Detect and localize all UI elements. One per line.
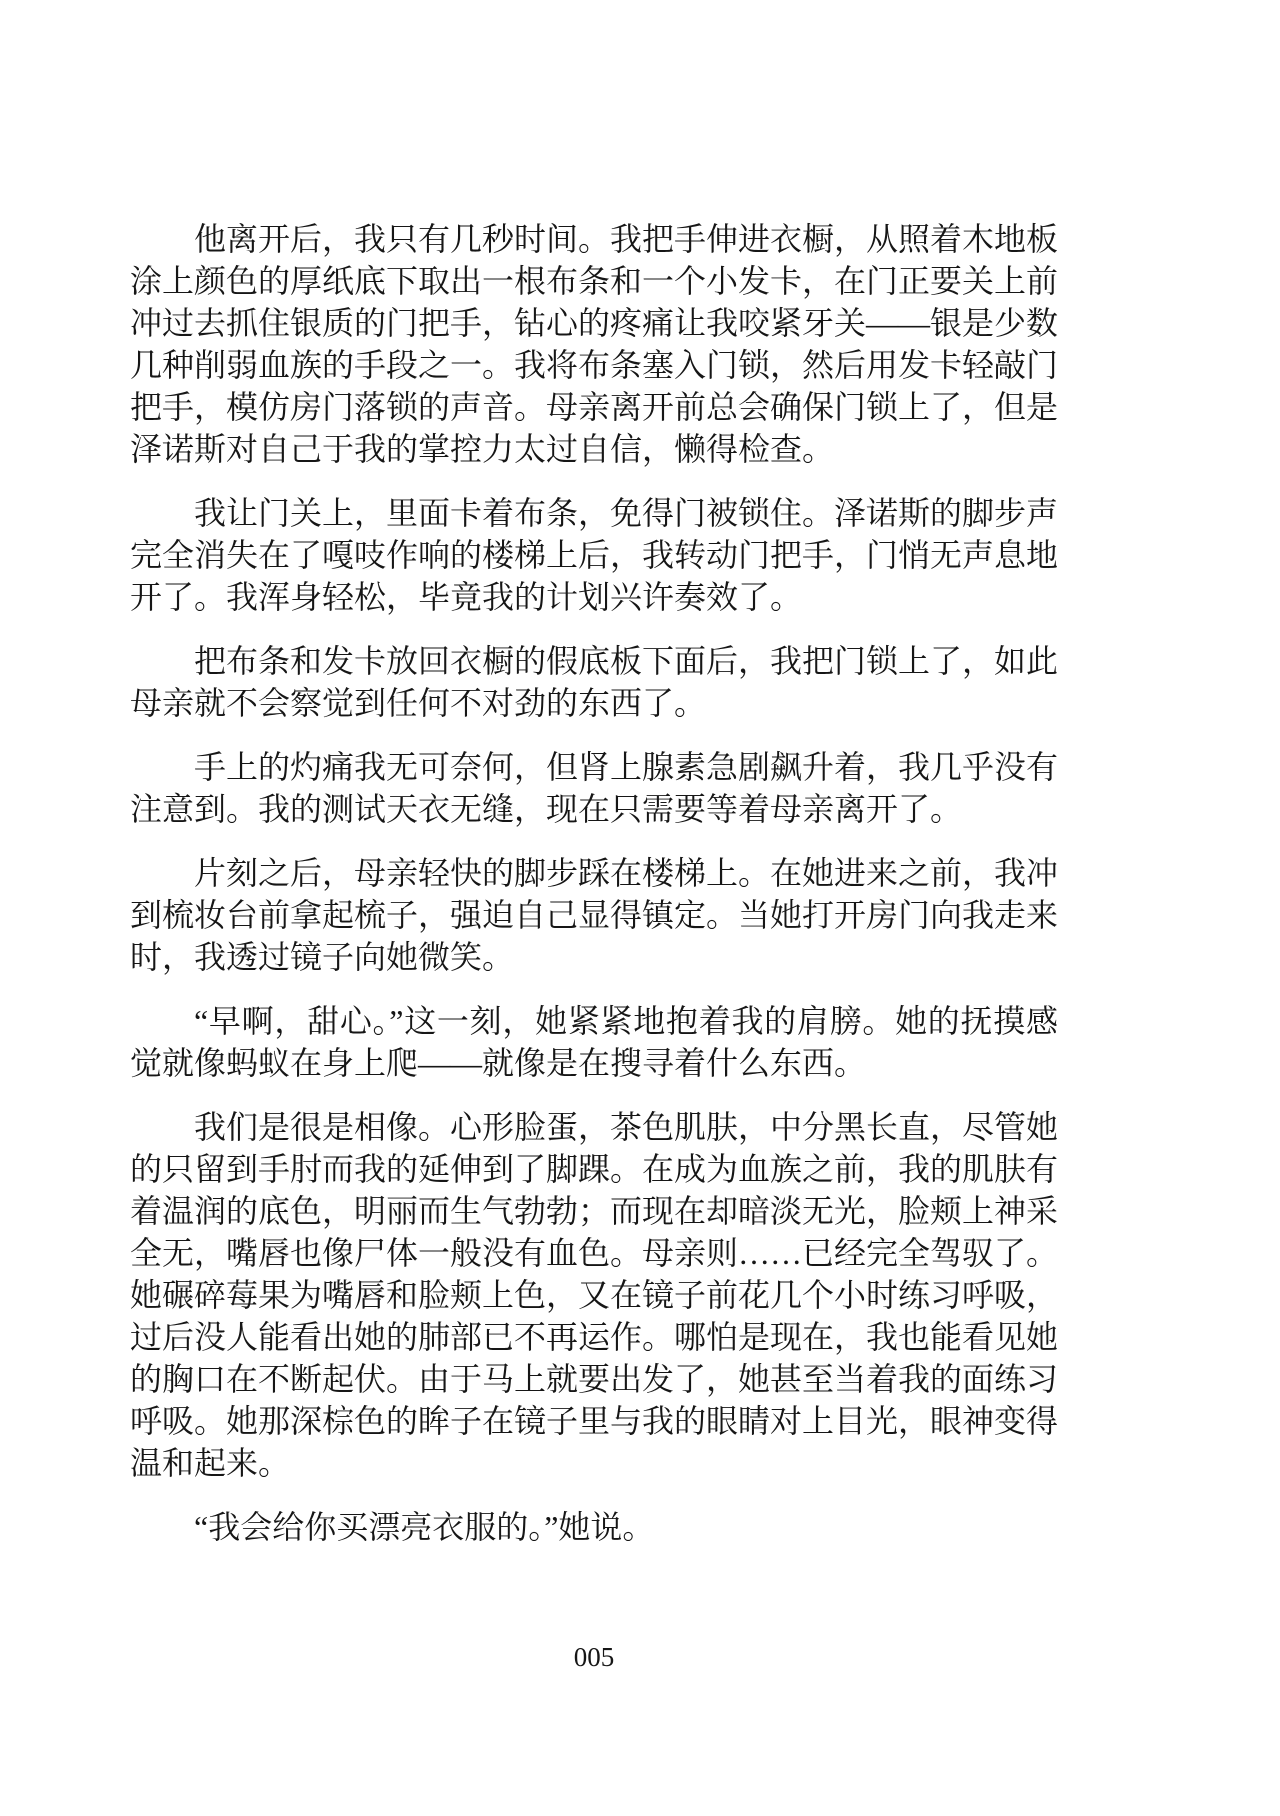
paragraph: 把布条和发卡放回衣橱的假底板下面后，我把门锁上了，如此母亲就不会察觉到任何不对劲的东西了。	[130, 643, 1059, 721]
paragraph: 片刻之后，母亲轻快的脚步踩在楼梯上。在她进来之前，我冲到梳妆台前拿起梳子，强迫自己显得镇定。当她打开房门向我走来时，我透过镜子向她微笑。	[130, 855, 1059, 975]
body-text	[130, 218, 1058, 1548]
paragraph: “我会给你买漂亮衣服的。”她说。	[194, 1509, 655, 1545]
paragraph: 他离开后，我只有几秒时间。我把手伸进衣橱，从照着木地板涂上颜色的厚纸底下取出一根布条和一个小发卡，在门正要关上前冲过去抓住银质的门把手，钻心的疼痛让我咬紧牙关——银是少数几种削弱血族的手段之一。我将布条塞入门锁，然后用发卡轻敲门把手，模仿房门落锁的声音。母亲离开前总会确保门锁上了，但是泽诺斯对自己于我的掌控力太过自信，懒得检查。	[130, 221, 1059, 467]
paragraph: 我们是很是相像。心形脸蛋，茶色肌肤，中分黑长直，尽管她的只留到手肘而我的延伸到了脚踝。在成为血族之前，我的肌肤有着温润的底色，明丽而生气勃勃；而现在却暗淡无光，脸颊上神采全无，嘴唇也像尸体一般没有血色。母亲则……已经完全驾驭了。她碾碎莓果为嘴唇和脸颊上色，又在镜子前花几个小时练习呼吸，过后没人能看出她的肺部已不再运作。哪怕是现在，我也能看见她的胸口在不断起伏。由于马上就要出发了，她甚至当着我的面练习呼吸。她那深棕色的眸子在镜子里与我的眼睛对上目光，眼神变得温和起来。	[130, 1109, 1059, 1481]
page-number: 005	[573, 1642, 615, 1672]
paragraph: 手上的灼痛我无可奈何，但肾上腺素急剧飙升着，我几乎没有注意到。我的测试天衣无缝，现在只需要等着母亲离开了。	[130, 749, 1059, 827]
paragraph: 我让门关上，里面卡着布条，免得门被锁住。泽诺斯的脚步声完全消失在了嘎吱作响的楼梯上后，我转动门把手，门悄无声息地开了。我浑身轻松，毕竟我的计划兴许奏效了。	[130, 495, 1059, 615]
paragraph: “早啊，甜心。”这一刻，她紧紧地抱着我的肩膀。她的抚摸感觉就像蚂蚁在身上爬——就像是在搜寻着什么东西。	[130, 1003, 1058, 1081]
